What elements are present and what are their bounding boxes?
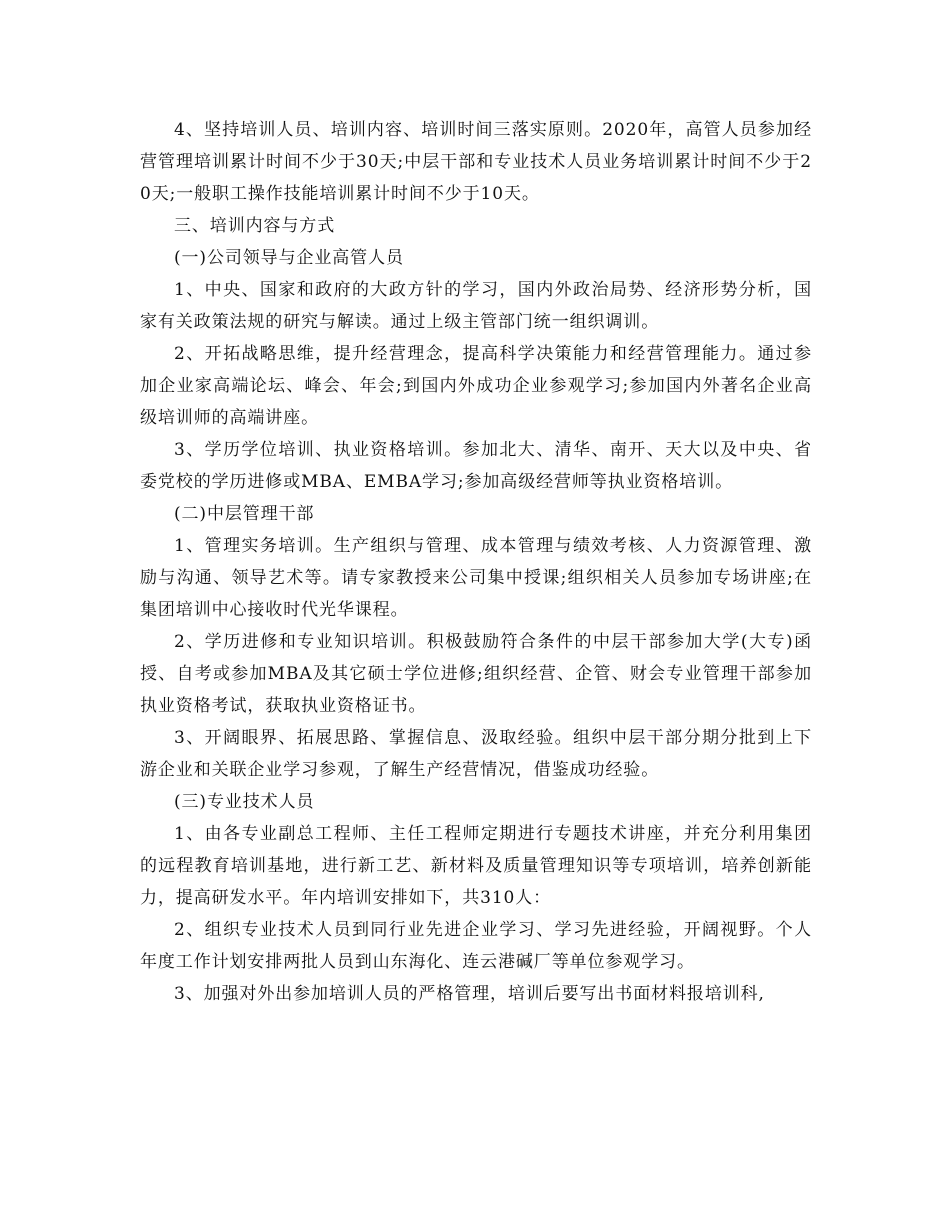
- document-body: [140, 114, 812, 1010]
- paragraph-tech-1: 1、由各专业副总工程师、主任工程师定期进行专题技术讲座，并充分利用集团的远程教育培训基地，进行新工艺、新材料及质量管理知识等专项培训，培养创新能力，提高研发水平。年内培训安排如下，共310人：: [140, 824, 812, 908]
- paragraph-middle-3: 3、开阔眼界、拓展思路、掌握信息、汲取经验。组织中层干部分期分批到上下游企业和关联企业学习参观，了解生产经营情况，借鉴成功经验。: [140, 728, 812, 780]
- paragraph-principle-4: 4、坚持培训人员、培训内容、培训时间三落实原则。2020年，高管人员参加经营管理培训累计时间不少于30天;中层干部和专业技术人员业务培训累计时间不少于20天;一般职工操作技能培训累计时间不少于10天。: [140, 120, 812, 204]
- paragraph-middle-1: 1、管理实务培训。生产组织与管理、成本管理与绩效考核、人力资源管理、激励与沟通、领导艺术等。请专家教授来公司集中授课;组织相关人员参加专场讲座;在集团培训中心接收时代光华课程。: [140, 536, 812, 620]
- paragraph-tech-3: 3、加强对外出参加培训人员的严格管理，培训后要写出书面材料报培训科,: [174, 984, 765, 1004]
- paragraph-tech-2: 2、组织专业技术人员到同行业先进企业学习、学习先进经验，开阔视野。个人年度工作计划安排两批人员到山东海化、连云港碱厂等单位参观学习。: [140, 920, 812, 972]
- paragraph-exec-2: 2、开拓战略思维，提升经营理念，提高科学决策能力和经营管理能力。通过参加企业家高端论坛、峰会、年会;到国内外成功企业参观学习;参加国内外著名企业高级培训师的高端讲座。: [140, 344, 812, 428]
- subsection-heading-1: (一)公司领导与企业高管人员: [174, 248, 404, 268]
- section-heading-3: 三、培训内容与方式: [174, 216, 336, 236]
- subsection-heading-3: (三)专业技术人员: [174, 792, 315, 812]
- paragraph-middle-2: 2、学历进修和专业知识培训。积极鼓励符合条件的中层干部参加大学(大专)函授、自考或参加MBA及其它硕士学位进修;组织经营、企管、财会专业管理干部参加执业资格考试，获取执业资格证书。: [140, 632, 812, 716]
- subsection-heading-2: (二)中层管理干部: [174, 504, 315, 524]
- paragraph-exec-3: 3、学历学位培训、执业资格培训。参加北大、清华、南开、天大以及中央、省委党校的学历进修或MBA、EMBA学习;参加高级经营师等执业资格培训。: [140, 440, 812, 492]
- paragraph-exec-1: 1、中央、国家和政府的大政方针的学习，国内外政治局势、经济形势分析，国家有关政策法规的研究与解读。通过上级主管部门统一组织调训。: [140, 280, 812, 332]
